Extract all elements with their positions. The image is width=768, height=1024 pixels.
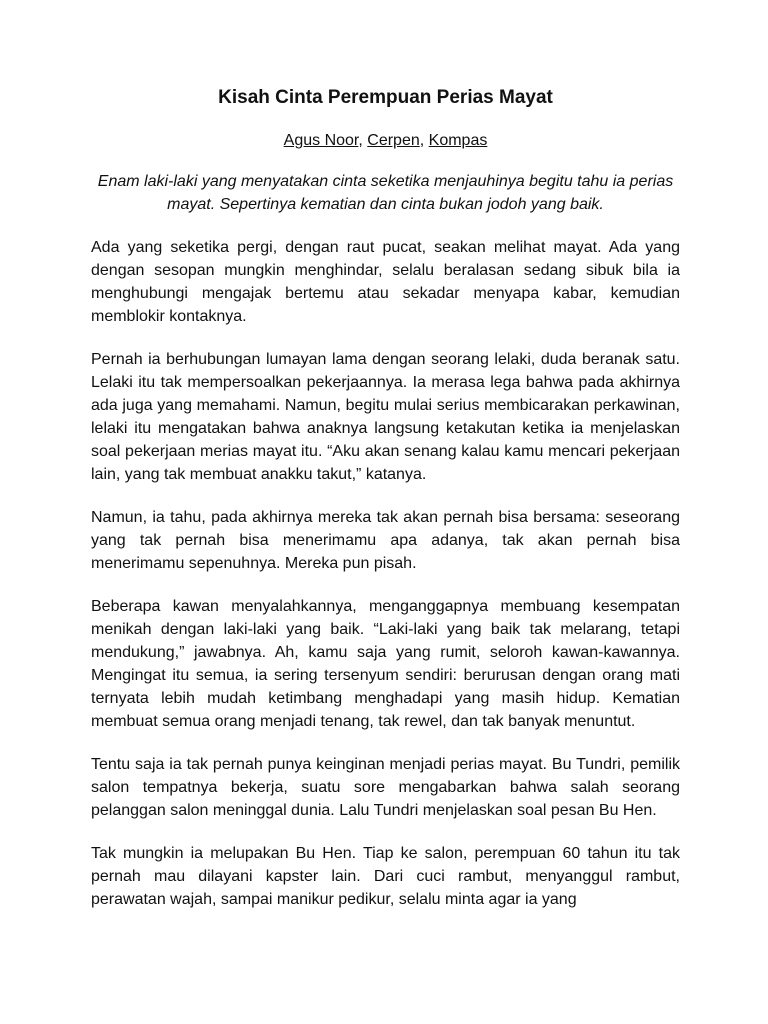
category-link[interactable]: Cerpen [367, 132, 420, 149]
paragraph: Beberapa kawan menyalahkannya, menganggapnya membuang kesempatan menikah dengan laki-laki yang baik. “Laki-laki yang baik tak melarang, tetapi mendukung,” jawabnya. Ah, kamu saja yang rumit, seloroh kawan-kawannya. Mengingat itu semua, ia sering tersenyum sendiri: berurusan dengan orang mati ternyata lebih mudah ketimbang menghadapi yang masih hidup. Kematian membuat semua orang menjadi tenang, tak rewel, dan tak banyak menuntut. [91, 598, 680, 730]
paragraph: Pernah ia berhubungan lumayan lama dengan seorang lelaki, duda beranak satu. Lelaki itu tak mempersoalkan pekerjaannya. Ia merasa lega bahwa pada akhirnya ada juga yang memahami. Namun, begitu mulai serius membicarakan perkawinan, lelaki itu mengatakan bahwa anaknya langsung ketakutan ketika ia menjelaskan soal pekerjaan merias mayat itu. “Aku akan senang kalau kamu mencari pekerjaan lain, yang tak membuat anakku takut,” katanya. [91, 351, 680, 483]
paragraph: Tak mungkin ia melupakan Bu Hen. Tiap ke salon, perempuan 60 tahun itu tak pernah mau dilayani kapster lain. Dari cuci rambut, menyanggul rambut, perawatan wajah, sampai manikur pedikur, selalu minta agar ia yang [91, 845, 680, 908]
paragraph: Tentu saja ia tak pernah punya keinginan menjadi perias mayat. Bu Tundri, pemilik salon tempatnya bekerja, suatu sore mengabarkan bahwa salah seorang pelanggan salon meninggal dunia. Lalu Tundri menjelaskan soal pesan Bu Hen. [91, 756, 680, 819]
publication-link[interactable]: Kompas [428, 132, 488, 149]
byline [91, 130, 680, 152]
author-link[interactable]: Agus Noor [283, 132, 359, 149]
paragraph: Ada yang seketika pergi, dengan raut pucat, seakan melihat mayat. Ada yang dengan sesopan mungkin menghindar, selalu beralasan sedang sibuk bila ia menghubungi mengajak bertemu atau sekadar menyapa kabar, kemudian memblokir kontaknya. [91, 239, 680, 325]
byline-separator: , [358, 132, 368, 149]
article-intro: Enam laki-laki yang menyatakan cinta seketika menjauhinya begitu tahu ia perias mayat. Sepertinya kematian dan cinta bukan jodoh yang baik. [97, 173, 674, 213]
article-title: Kisah Cinta Perempuan Perias Mayat [218, 87, 553, 108]
paragraph: Namun, ia tahu, pada akhirnya mereka tak akan pernah bisa bersama: seseorang yang tak pernah bisa menerimamu apa adanya, tak akan pernah bisa menerimamu sepenuhnya. Mereka pun pisah. [91, 509, 680, 572]
byline-separator: , [419, 132, 429, 149]
